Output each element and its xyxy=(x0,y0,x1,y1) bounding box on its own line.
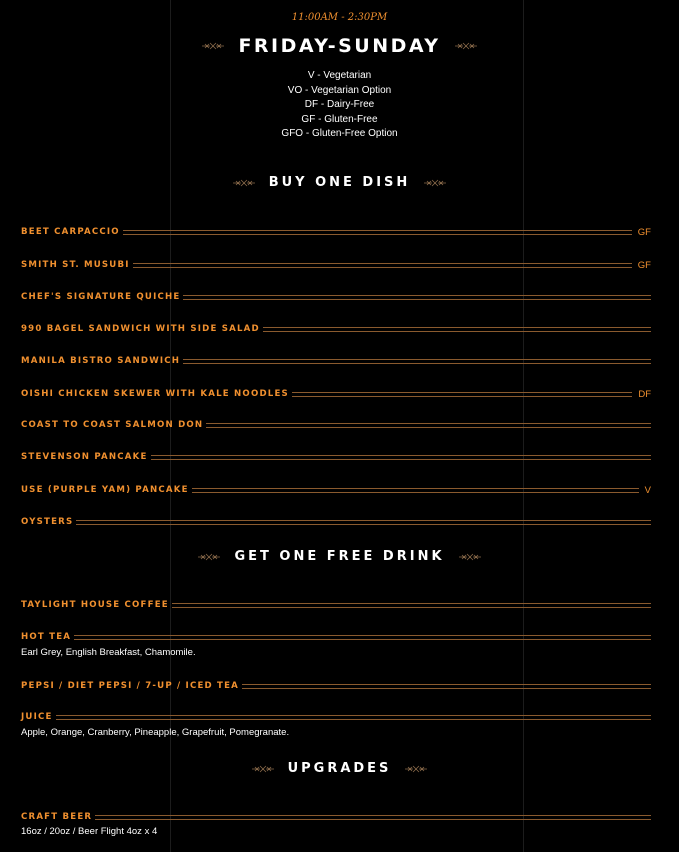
dotted-leader xyxy=(172,603,651,608)
dotted-leader xyxy=(76,520,651,525)
menu-item xyxy=(21,484,651,496)
section-heading-upgrades: UPGRADES xyxy=(287,761,392,776)
menu-item xyxy=(21,226,651,238)
dotted-leader xyxy=(95,815,651,820)
dotted-leader xyxy=(242,684,651,689)
dietary-tag: GF xyxy=(637,226,651,238)
menu-item-name: BEET CARPACCIO xyxy=(21,227,120,237)
section-heading-drink-row xyxy=(0,549,679,564)
flourish-icon xyxy=(459,553,481,561)
menu-item-name: 990 BAGEL SANDWICH WITH SIDE SALAD xyxy=(21,324,260,334)
dietary-tag: V xyxy=(644,484,651,496)
flourish-icon xyxy=(202,42,224,50)
menu-item xyxy=(21,599,651,611)
flourish-icon xyxy=(405,765,427,773)
section-heading-dish-row xyxy=(0,175,679,190)
dietary-legend xyxy=(0,69,679,142)
menu-item-name: STEVENSON PANCAKE xyxy=(21,452,148,462)
menu-item-name: SMITH ST. MUSUBI xyxy=(21,260,130,270)
legend-item: VO - Vegetarian Option xyxy=(287,84,392,96)
menu-item-name: CHEF'S SIGNATURE QUICHE xyxy=(21,292,181,302)
dotted-leader xyxy=(56,715,651,720)
menu-item-name: JUICE xyxy=(21,712,53,722)
menu-item xyxy=(21,291,651,303)
legend-item: V - Vegetarian xyxy=(307,70,372,81)
dotted-leader xyxy=(206,423,651,428)
menu-item xyxy=(21,419,651,431)
flourish-icon xyxy=(198,553,220,561)
section-heading-drink: GET ONE FREE DRINK xyxy=(234,549,445,564)
section-heading-upgrades-row xyxy=(0,761,679,776)
menu-item xyxy=(21,355,651,367)
dotted-leader xyxy=(183,359,651,364)
menu-item-name: TAYLIGHT HOUSE COFFEE xyxy=(21,600,169,610)
menu-item-name: USE (PURPLE YAM) PANCAKE xyxy=(21,485,189,495)
legend-item: GFO - Gluten-Free Option xyxy=(281,128,398,140)
dotted-leader xyxy=(74,635,651,640)
dietary-tag: DF xyxy=(638,388,651,400)
hours-text: 11:00AM - 2:30PM xyxy=(291,12,388,23)
menu-item xyxy=(21,711,651,723)
page-title: FRIDAY-SUNDAY xyxy=(238,35,441,57)
flourish-icon xyxy=(424,179,446,187)
menu-item xyxy=(21,388,651,400)
menu-item-description: Earl Grey, English Breakfast, Chamomile. xyxy=(21,647,196,658)
menu-item-name: MANILA BISTRO SANDWICH xyxy=(21,356,181,366)
dietary-tag: GF xyxy=(637,259,651,271)
legend-item: GF - Gluten-Free xyxy=(301,113,378,125)
flourish-icon xyxy=(233,179,255,187)
flourish-icon xyxy=(455,42,477,50)
menu-item-name: PEPSI / DIET PEPSI / 7-UP / ICED TEA xyxy=(21,681,240,691)
menu-item xyxy=(21,323,651,335)
menu-item xyxy=(21,516,651,528)
menu-item-name: COAST TO COAST SALMON DON xyxy=(21,420,204,430)
menu-item-name: CRAFT BEER xyxy=(21,812,93,822)
menu-item-description: 16oz / 20oz / Beer Flight 4oz x 4 xyxy=(21,826,158,837)
menu-item xyxy=(21,680,651,692)
dotted-leader xyxy=(133,263,632,268)
dotted-leader xyxy=(151,455,651,460)
page-title-row xyxy=(0,35,679,57)
dotted-leader xyxy=(292,392,632,397)
menu-item xyxy=(21,631,651,643)
dotted-leader xyxy=(192,488,639,493)
menu-item xyxy=(21,259,651,271)
flourish-icon xyxy=(252,765,274,773)
section-heading-dish: BUY ONE DISH xyxy=(268,175,411,190)
menu-item-name: OYSTERS xyxy=(21,517,74,527)
menu-item-description: Apple, Orange, Cranberry, Pineapple, Grapefruit, Pomegranate. xyxy=(21,727,290,738)
dotted-leader xyxy=(123,230,632,235)
menu-item xyxy=(21,451,651,463)
dotted-leader xyxy=(263,327,651,332)
dotted-leader xyxy=(183,295,651,300)
menu-item xyxy=(21,811,651,823)
legend-item: DF - Dairy-Free xyxy=(304,99,375,111)
menu-item-name: HOT TEA xyxy=(21,632,72,642)
menu-item-name: OISHI CHICKEN SKEWER WITH KALE NOODLES xyxy=(21,389,289,399)
